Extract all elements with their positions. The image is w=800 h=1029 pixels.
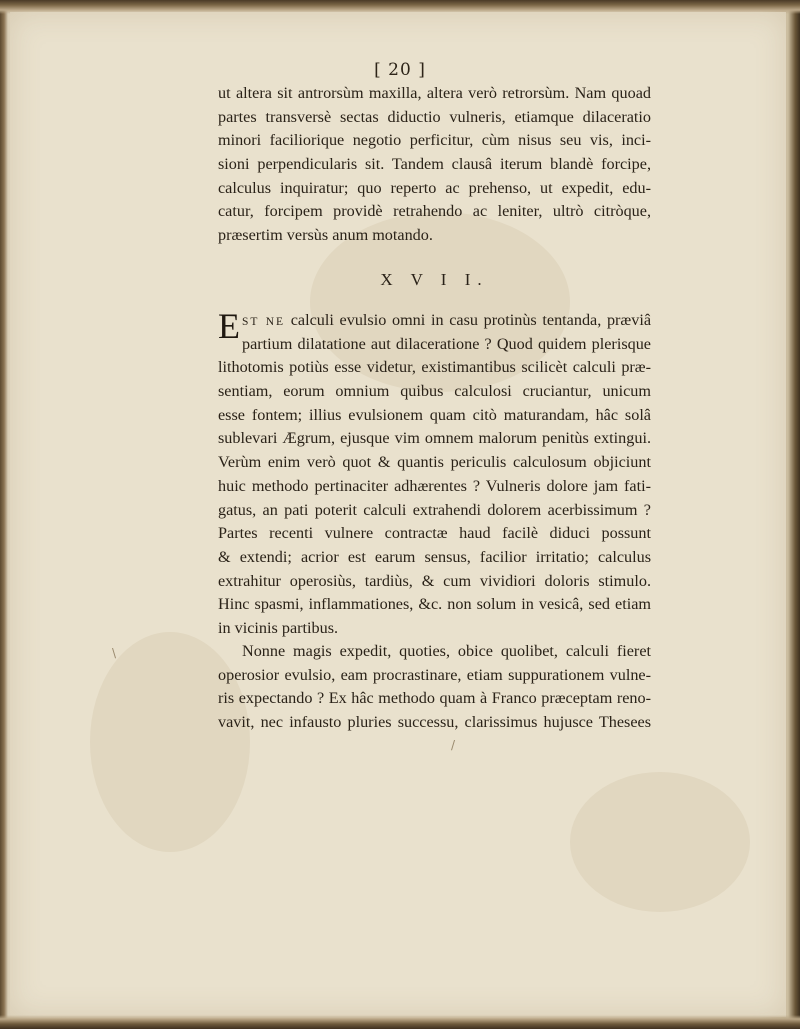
text-line: vavit, nec infausto pluries successu, clarissimus hujusce Thesees — [218, 713, 651, 732]
text-line: huic methodo pertinaciter adhærentes ? Vulneris dolore jam fati- — [218, 476, 651, 495]
paper-stain — [570, 772, 750, 912]
text-line: & extendi; acrior est earum sensus, facilior irritatio; calculus — [218, 547, 651, 566]
small-caps-opening: ST NE — [242, 316, 286, 328]
text-line: esse fontem; illius evulsionem quam citò maturandam, hâc solâ — [218, 405, 651, 424]
text-line: calculus inquiratur; quo reperto ac prehenso, ut expedit, edu- — [218, 178, 651, 197]
text-line: catur, forcipem providè retrahendo ac leniter, ultrò citròque, — [218, 202, 651, 221]
ink-speck: \ — [112, 646, 117, 660]
text-line: gatus, an pati poterit calculi extrahendi dolorem acerbissimum ? — [218, 500, 651, 519]
text-line: Hinc spasmi, inflammationes, &c. non solum in vesicâ, sed etiam — [218, 595, 651, 614]
text-line: ut altera sit antrorsùm maxilla, altera verò retrorsùm. Nam quoad — [218, 84, 651, 102]
text-line: lithotomis potiùs esse videtur, existimantibus scilicèt calculi præ- — [218, 358, 651, 377]
drop-cap: E — [218, 306, 240, 346]
paragraph-final — [218, 640, 651, 735]
text-line: operosior evulsio, eam procrastinare, etiam suppurationem vulne- — [218, 665, 651, 684]
page-number: [ 20 ] — [374, 60, 426, 80]
text-line: partes transversè sectas diductio vulneris, etiamque dilaceratio — [218, 107, 651, 126]
text-line: sentiam, eorum omnium quibus calculosi cruciantur, unicum — [218, 382, 651, 401]
text-line: extrahitur operosiùs, tardiùs, & cum vividiori doloris stimulo. — [218, 571, 651, 590]
text-line: Nonne magis expedit, quoties, obice quolibet, calculi fieret — [242, 642, 651, 660]
text-line: partium dilatatione aut dilaceratione ? Quod quidem plerisque — [242, 334, 651, 353]
text-line: minori faciliorique negotio perficitur, cùm nisus seu vis, inci- — [218, 131, 651, 150]
paragraph-continuation — [218, 82, 651, 248]
text-line: in vicinis partibus. — [218, 618, 339, 637]
text-line-rest: calculi evulsio omni in casu protinùs tentanda, præviâ — [285, 311, 652, 329]
paragraph-section-xvii — [218, 306, 652, 641]
text-line: Partes recenti vulnere contractæ haud facilè diduci possunt — [218, 524, 651, 543]
text-line: Verùm enim verò quot & quantis periculis calculosum objiciunt — [218, 453, 651, 472]
text-line: sioni perpendicularis sit. Tandem clausâ iterum blandè forcipe, — [218, 155, 651, 174]
text-line: ris expectando ? Ex hâc methodo quam à Franco præceptam reno- — [218, 689, 651, 708]
page-bottom-edge — [0, 1015, 800, 1029]
section-heading: X V I I. — [380, 270, 489, 289]
text-line: præsertim versùs anum motando. — [218, 226, 433, 245]
ink-speck: / — [451, 738, 456, 752]
text-line: sublevari Ægrum, ejusque vim omnem malorum penitùs extingui. — [218, 429, 651, 448]
